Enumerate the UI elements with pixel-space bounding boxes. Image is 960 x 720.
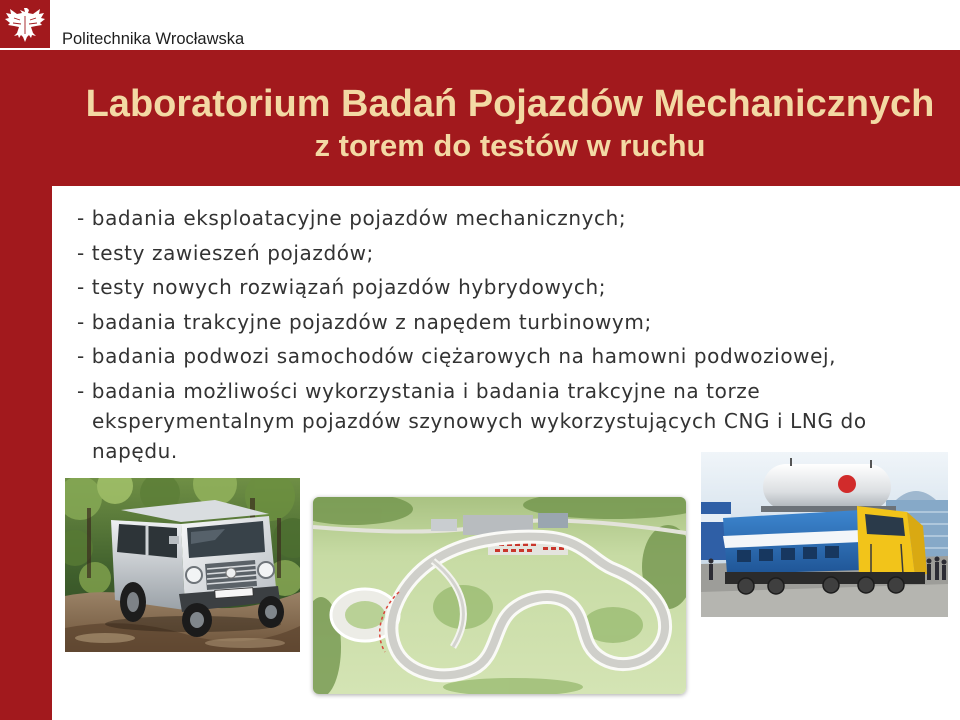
university-name: Politechnika Wrocławska	[62, 30, 245, 48]
list-item: - badania możliwości wykorzystania i badania trakcyjne na torze eksperymentalnym pojazdów szynowych wykorzystujących CNG i LNG do napędu.	[77, 378, 867, 463]
list-item: - badania trakcyjne pojazdów z napędem turbinowym;	[77, 309, 652, 334]
lng-tank-car	[761, 458, 896, 512]
locomotive-photo	[701, 452, 948, 617]
offroad-car-image	[65, 478, 300, 652]
test-track-render	[313, 497, 686, 694]
test-track-image	[313, 497, 686, 694]
list-item: - badania eksploatacyjne pojazdów mechanicznych;	[77, 206, 627, 230]
bullet-list	[77, 203, 907, 470]
list-item: - badania podwozi samochodów ciężarowych na hamowni podwoziowej,	[77, 344, 837, 368]
list-item: - testy nowych rozwiązań pojazdów hybrydowych;	[77, 275, 607, 299]
locomotive-body	[723, 506, 927, 594]
list-item: - testy zawieszeń pojazdów;	[77, 240, 374, 265]
university-logo	[0, 0, 50, 48]
slide-title: Laboratorium Badań Pojazdów Mechanicznych	[85, 83, 935, 125]
offroad-car-photo	[65, 478, 300, 652]
header-band	[0, 50, 960, 186]
eagle-emblem-icon	[0, 0, 50, 48]
locomotive-image	[701, 452, 948, 617]
slide-subtitle: z torem do testów w ruchu	[314, 128, 706, 163]
